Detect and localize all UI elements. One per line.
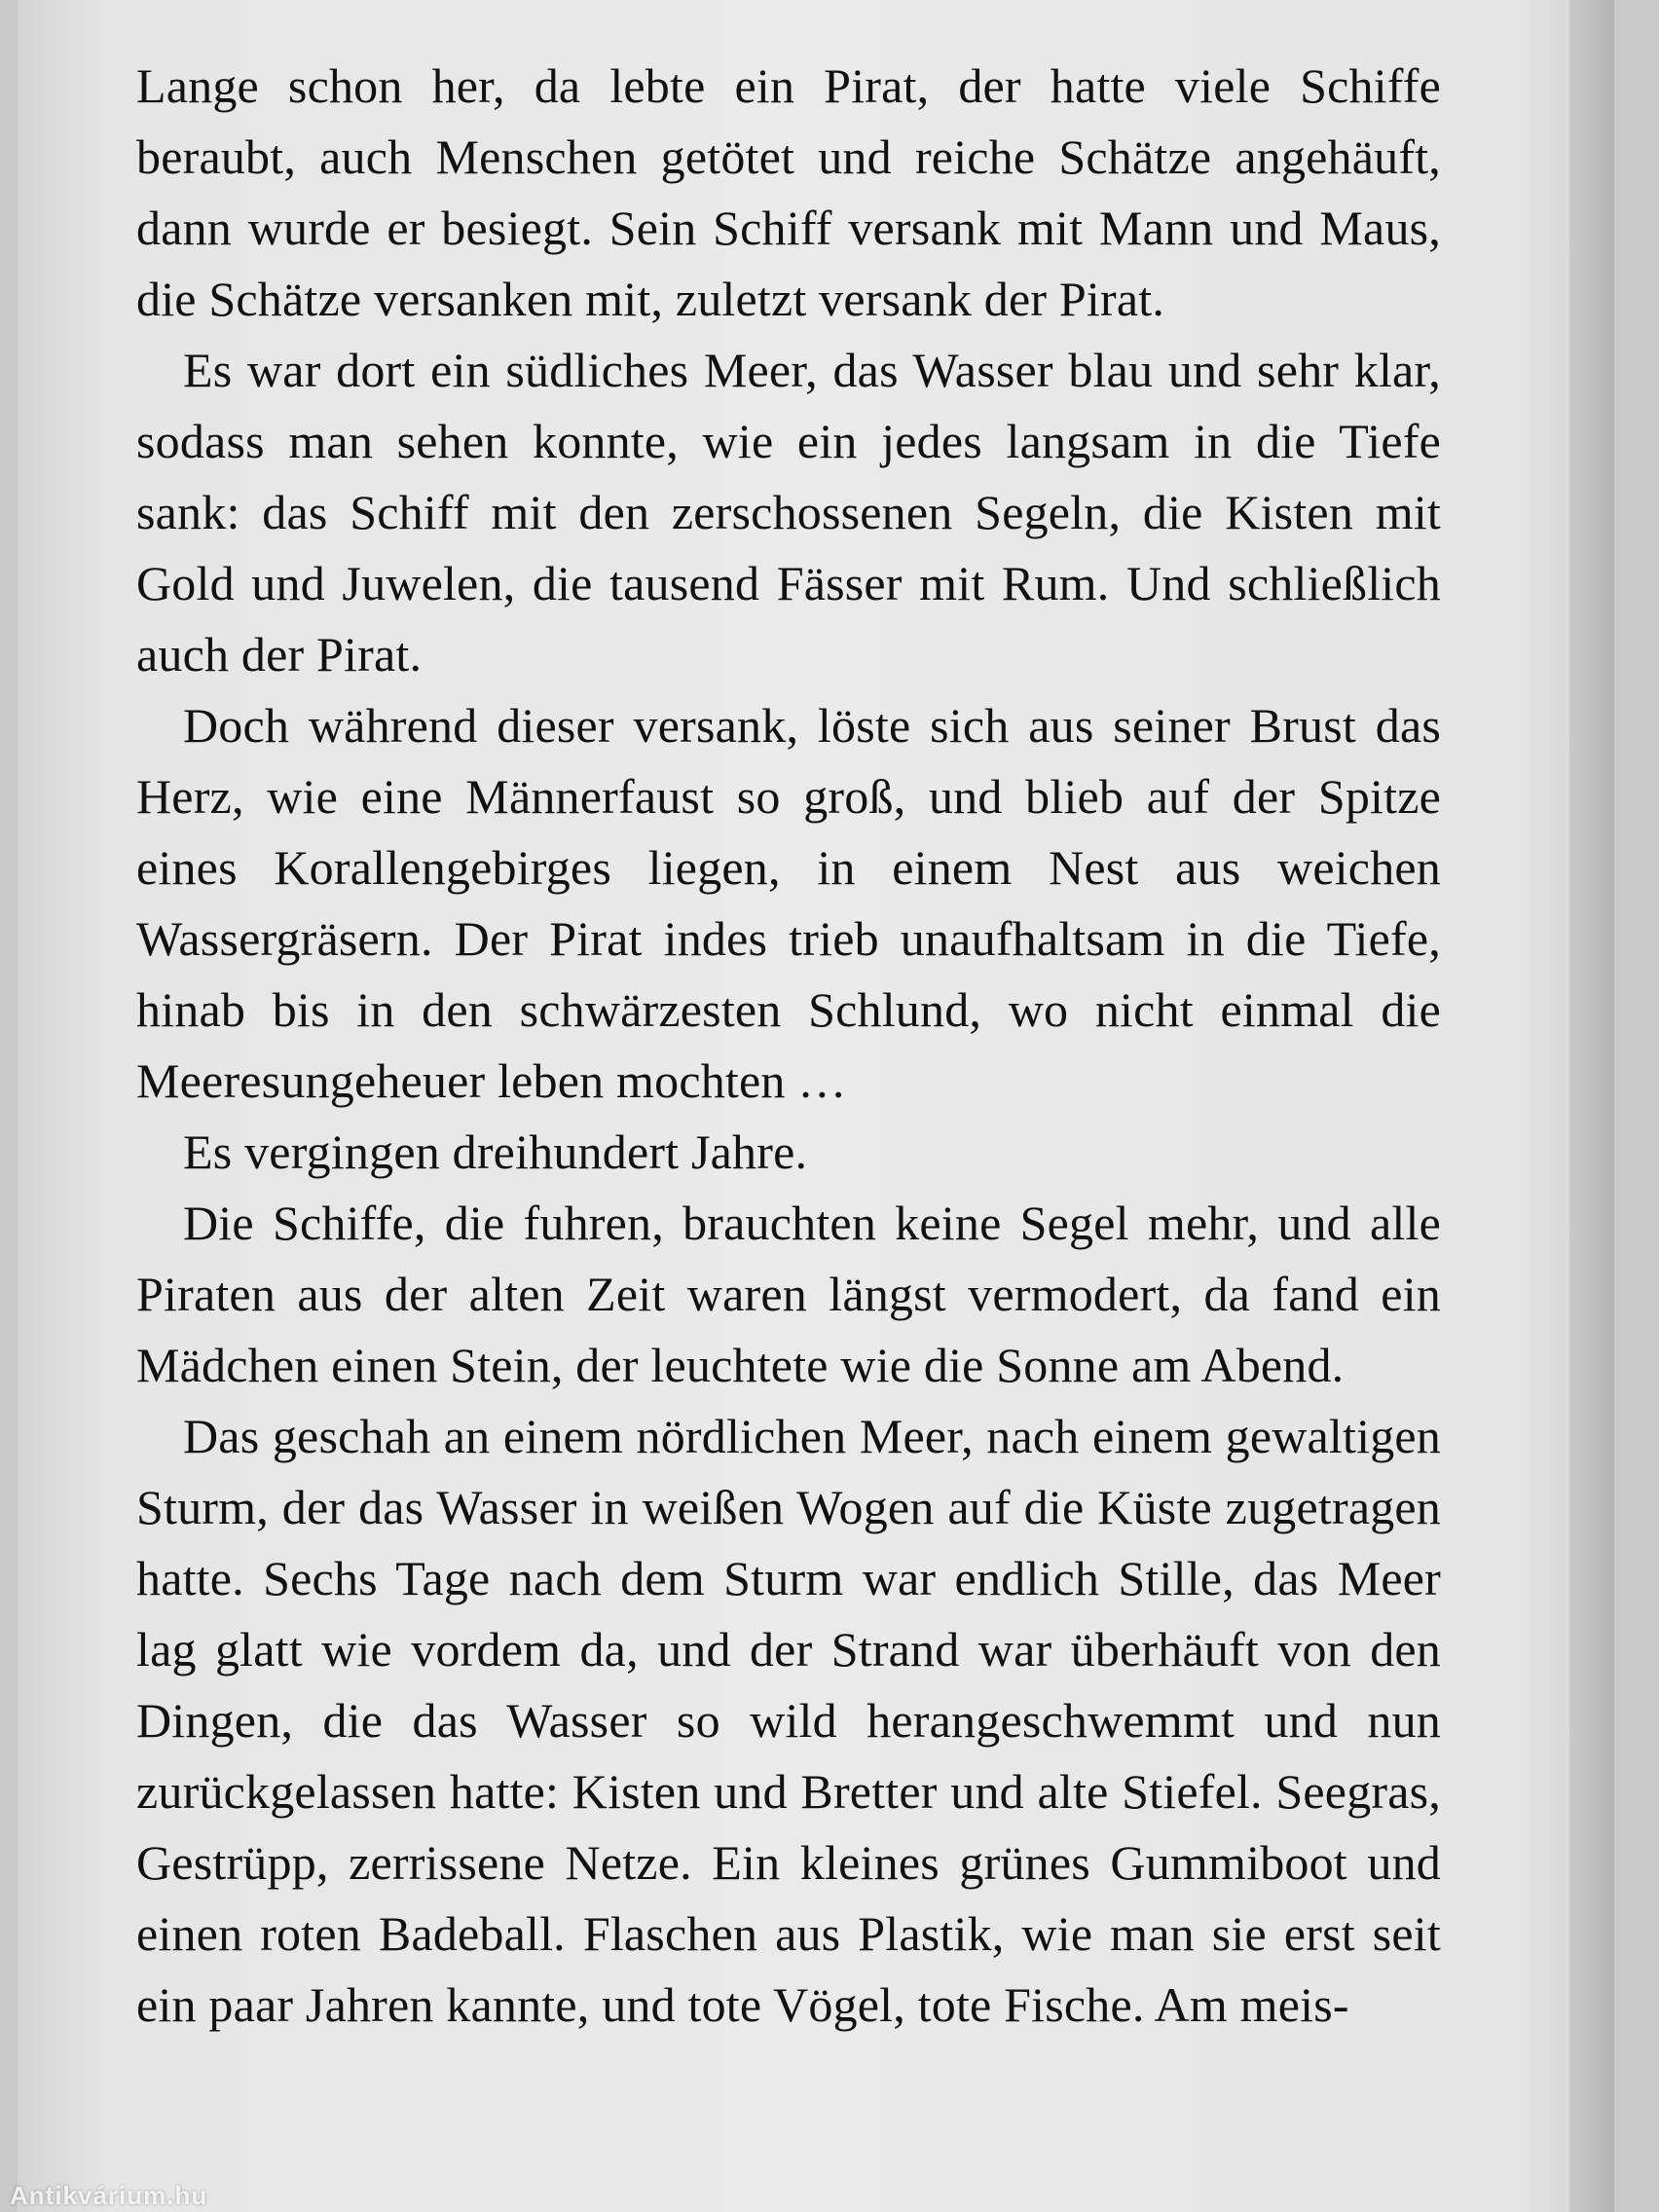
paragraph-3: Doch während dieser versank, löste sich aus seiner Brust das Herz, wie eine Männerfaust so groß, und blieb auf der Spitze eines Korallengebirges liegen, in einem Nest aus weichen Wassergräsern. Der Pirat indes trieb unaufhaltsam in die Tiefe, hinab bis in den schwärzesten Schlund, wo nicht einmal die Meeresungeheuer leben mochten … [136,698,1441,1108]
paragraph-4: Es vergingen dreihundert Jahre. [183,1124,808,1179]
page-edge [1569,0,1614,2212]
body-text [136,51,1441,2173]
paragraph-6: Das geschah an einem nördlichen Meer, nach einem gewaltigen Sturm, der das Wasser in weißen Wogen auf die Küste zugetragen hatte. Sechs Tage nach dem Sturm war endlich Stille, das Meer lag glatt wie vordem da, und der Strand war überhäuft von den Dingen, die das Wasser so wild herangeschwemmt und nun zurückgelassen hatte: Kisten und Bretter und alte Stiefel. Seegras, Gestrüpp, zerrissene Netze. Ein kleines grünes Gummiboot und einen roten Badeball. Flaschen aus Plastik, wie man sie erst seit ein paar Jahren kannte, und tote Vögel, tote Fische. Am meis- [136,1409,1441,2032]
paragraph-1: Lange schon her, da lebte ein Pirat, der hatte viele Schiffe beraubt, auch Menschen getötet und reiche Schätze angehäuft, dann wurde er besiegt. Sein Schiff versank mit Mann und Maus, die Schätze versanken mit, zuletzt versank der Pirat. [136,58,1441,326]
watermark: Antikvárium.hu [10,2181,208,2210]
book-page [18,0,1614,2212]
paragraph-2: Es war dort ein südliches Meer, das Wasser blau und sehr klar, sodass man sehen konnte, wie ein jedes langsam in die Tiefe sank: das Schiff mit den zerschossenen Segeln, die Kisten mit Gold und Juwelen, die tausend Fässer mit Rum. Und schließlich auch der Pirat. [136,343,1441,682]
paragraph-5: Die Schiffe, die fuhren, brauchten keine Segel mehr, und alle Piraten aus der alten Zeit waren längst vermodert, da fand ein Mädchen einen Stein, der leuchtete wie die Sonne am Abend. [136,1196,1441,1392]
